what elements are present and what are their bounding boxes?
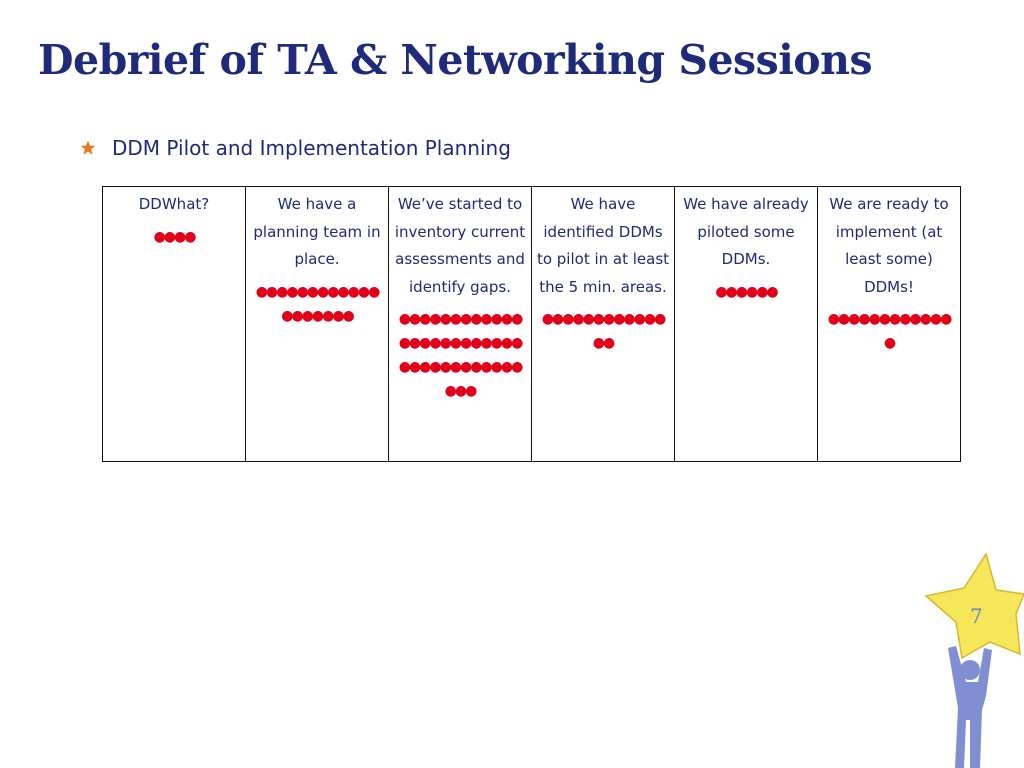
page-number: 7 <box>970 604 983 628</box>
table-cell <box>818 187 961 462</box>
vote-dots: ●●●●●● <box>715 283 777 300</box>
slide-title: Debrief of TA & Networking Sessions <box>38 36 873 84</box>
table-cell <box>246 187 389 462</box>
table-row <box>103 187 961 462</box>
table-cell <box>675 187 818 462</box>
table-cell <box>532 187 675 462</box>
column-label: We have identified DDMs to pilot in at least the 5 min. areas. <box>536 195 670 296</box>
vote-dots: ●●●●●●●●●●●●● <box>827 311 951 351</box>
table-cell <box>389 187 532 462</box>
column-label: We have already piloted some DDMs. <box>683 195 809 268</box>
column-label: We are ready to implement (at least some) DDMs! <box>829 195 949 296</box>
star-icon <box>80 140 96 156</box>
vote-dots: ●●●●●●●●●●●●●● <box>541 311 665 351</box>
bullet-item <box>80 136 511 160</box>
star-person-icon <box>922 550 1024 768</box>
bullet-text: DDM Pilot and Implementation Planning <box>112 136 511 160</box>
poll-table <box>102 186 961 462</box>
table-cell <box>103 187 246 462</box>
vote-dots: ●●●●●●●●●●●●●●●●●●●●●●●●●●●●●●●●●●●●●●● <box>398 311 522 399</box>
column-label: We’ve started to inventory current assessments and identify gaps. <box>394 195 526 296</box>
column-label: DDWhat? <box>138 195 210 213</box>
vote-dots: ●●●●●●●●●●●●●●●●●●● <box>255 283 379 324</box>
vote-dots: ●●●● <box>153 228 195 245</box>
column-label: We have a planning team in place. <box>253 195 381 268</box>
